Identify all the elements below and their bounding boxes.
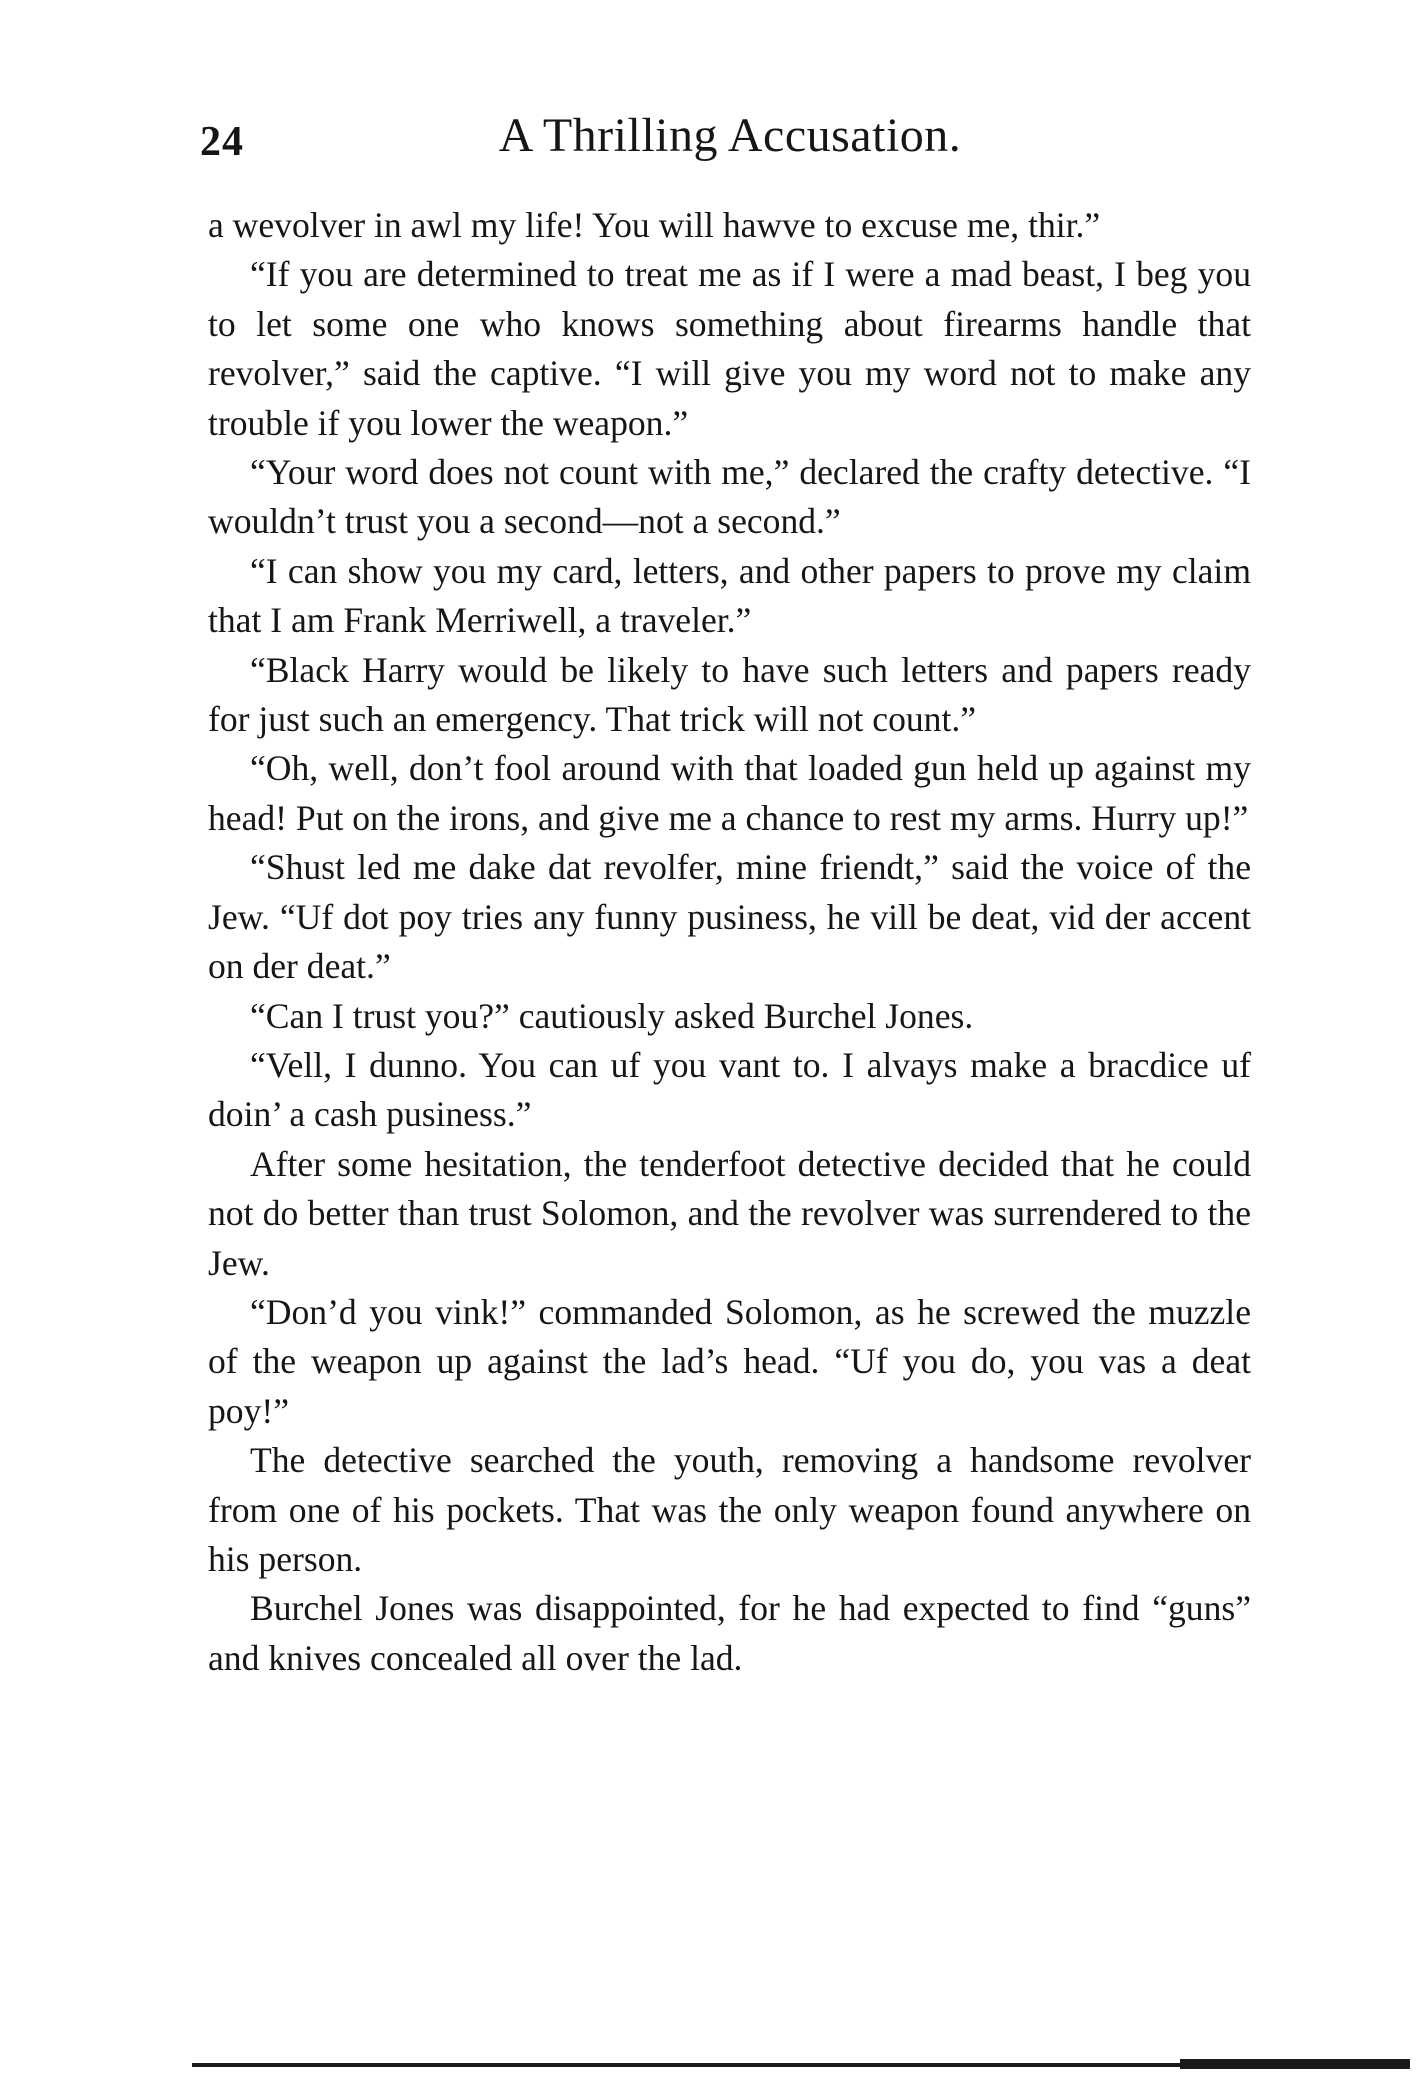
paragraph: “Can I trust you?” cautiously asked Burchel Jones. [250, 995, 974, 1036]
paragraph: a wevolver in awl my life! You will hawve to excuse me, thir.” [208, 205, 1101, 245]
page-number: 24 [200, 119, 244, 165]
paragraph: “Oh, well, don’t fool around with that loaded gun held up against my head! Put on the irons, and give me a chance to rest my arms. Hurry up!” [208, 748, 1251, 838]
bottom-rule-edge [1180, 2059, 1410, 2069]
running-title: A Thrilling Accusation. [498, 109, 962, 162]
paragraph: “Vell, I dunno. You can uf you vant to. I alvays make a bracdice uf doin’ a cash pusiness.” [208, 1044, 1251, 1135]
paragraph: After some hesitation, the tenderfoot detective decided that he could not do better than trust Solomon, and the revolver was surrendered to the Jew. [208, 1143, 1251, 1283]
paragraph: “Don’d you vink!” commanded Solomon, as he screwed the muzzle of the weapon up against the lad’s head. “Uf you do, you vas a deat poy!” [208, 1291, 1251, 1431]
paragraph: Burchel Jones was disappointed, for he had expected to find “guns” and knives concealed all over the lad. [208, 1588, 1251, 1678]
paragraph: “I can show you my card, letters, and other papers to prove my claim that I am Frank Merriwell, a traveler.” [208, 550, 1251, 641]
paragraph: “Black Harry would be likely to have such letters and papers ready for just such an emergency. That trick will not count.” [208, 649, 1251, 740]
paragraph: “Your word does not count with me,” declared the crafty detective. “I wouldn’t trust you a second—not a second.” [208, 452, 1251, 542]
paragraph: The detective searched the youth, removing a handsome revolver from one of his pockets. That was the only weapon found anywhere on his person. [208, 1440, 1251, 1579]
paragraph: “If you are determined to treat me as if I were a mad beast, I beg you to let some one who knows something about firearms handle that revolver,” said the captive. “I will give you my word not to make any trouble if you lower the weapon.” [208, 254, 1251, 443]
page-header [200, 108, 1250, 178]
body-text [208, 201, 1251, 1683]
paragraph: “Shust led me dake dat revolfer, mine friendt,” said the voice of the Jew. “Uf dot poy tries any funny pusiness, he vill be deat, vid der accent on der deat.” [208, 847, 1251, 987]
